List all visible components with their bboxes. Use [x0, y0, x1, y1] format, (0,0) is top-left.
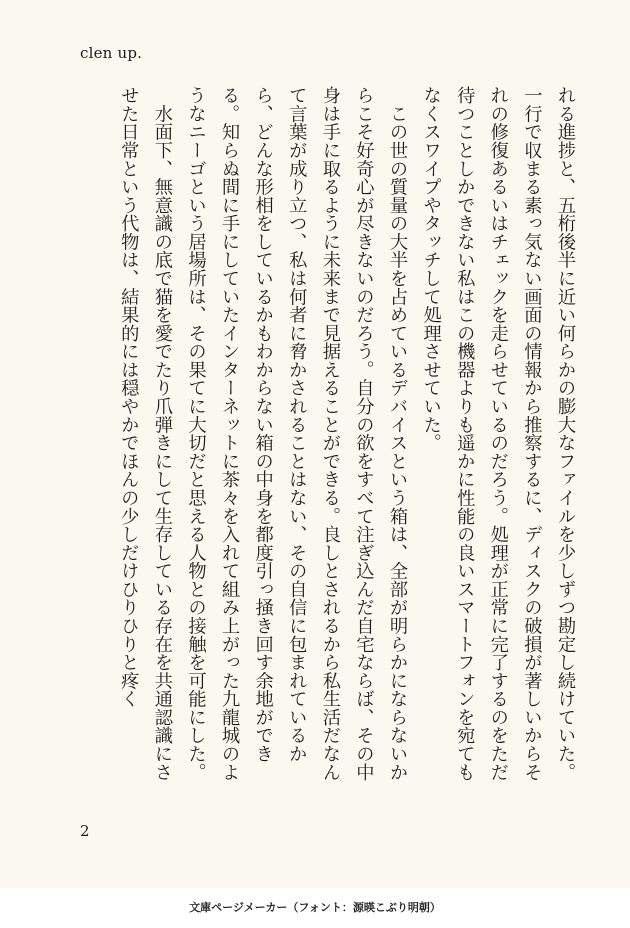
paragraph: この世の質量の大半を占めているデバイスという箱は、全部が明らかにならないからこそ好奇心が尽きないのだろう。自分の欲をすべて注ぎ込んだ自宅ならば、その中身は手に取るように未来まで見据えることができる。良しとされるから私生活だなんて言葉が成り立つ、私は何者に脅かされることはない、その自信に包まれているから、どんな形相をしているかもわからない箱の中身を都度引っ掻き回す余地ができる。知らぬ間に手にしていたインターネットに茶々を入れて組み上がった九龍城のようなニーゴという居場所は、その果てに大切だと思える人物との接触を可能にした。 — [185, 86, 409, 782]
vertical-body-text — [77, 86, 582, 796]
paragraph: 水面下、無意識の底で猫を愛でたり爪弾きにして生存している存在を共通認識にさせた日常という代物は、結果的には穏やかでほんの少しだけひりひりと疼く — [118, 86, 173, 782]
running-header: clen up. — [80, 44, 143, 62]
page-number: 2 — [80, 822, 90, 840]
generator-credit: 文庫ページメーカー（フォント：源暎こぶり明朝） — [189, 901, 441, 914]
paragraph: れる進捗と、五桁後半に近い何らかの膨大なファイルを少しずつ勘定し続けていた。一行で収まる素っ気ない画面の情報から推察するに、ディスクの破損が著しいからそれの修復あるいはチェックを走らせているのだろう。処理が正常に完了するのをただ待つことしかできない私はこの機器よりも遥かに性能の良いスマートフォンを宛てもなくスワイプやタッチして処理させていた。 — [420, 86, 576, 782]
